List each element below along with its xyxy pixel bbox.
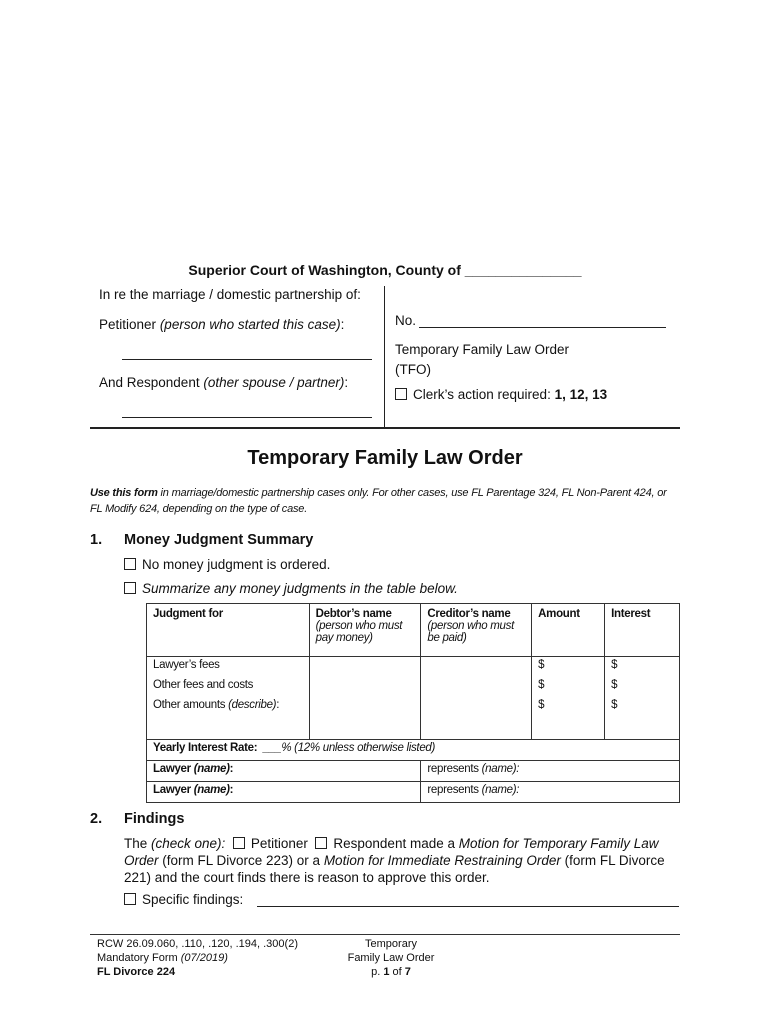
interest-cell[interactable]: $ [605, 697, 680, 717]
table-row [147, 657, 680, 678]
yearly-rate-row [147, 740, 680, 761]
lawyer-name-cell[interactable]: Lawyer (name): [147, 761, 421, 782]
footer-left [97, 937, 298, 979]
findings-t1: The [124, 836, 152, 851]
findings-motion-tfl: Motion for Temporary Family Law Order [124, 836, 659, 868]
petitioner-label: Petitioner (person who started this case): [99, 317, 345, 332]
clerk-action-label: Clerk’s action required: [413, 387, 551, 402]
case-number-field [395, 313, 416, 328]
footer-center-2: Family Law Order [347, 952, 435, 964]
creditor-cell[interactable] [421, 697, 532, 717]
header-debtor-label: Debtor’s name [315, 608, 392, 620]
spacer-cell [147, 717, 310, 740]
yearly-rate-label: Yearly Interest Rate: [153, 742, 258, 754]
findings-petitioner: Petitioner [250, 836, 308, 851]
caption-bottom-rule [90, 427, 680, 429]
amount-cell[interactable]: $ [532, 697, 605, 717]
spacer-cell [309, 717, 421, 740]
findings-respondent: Respondent made a [333, 836, 459, 851]
lawyer-label: Lawyer [153, 784, 191, 796]
findings-check-one: (check one): [151, 836, 226, 851]
section-1-number: 1. [90, 532, 103, 548]
summarize-judgment-label: Summarize any money judgments in the table below. [142, 581, 458, 596]
yearly-rate-cell[interactable] [147, 740, 680, 761]
court-heading: Superior Court of Washington, County of _______________ [188, 262, 582, 278]
clerk-action-items: 1, 12, 13 [554, 387, 608, 402]
order-name-line2: (TFO) [395, 362, 431, 377]
petitioner-checkbox[interactable] [233, 837, 245, 849]
petitioner-hint: (person who started this case) [159, 317, 341, 332]
header-debtor-sub: (person who must pay money) [315, 620, 403, 644]
specific-findings-checkbox[interactable] [124, 893, 136, 905]
debtor-cell[interactable] [309, 697, 421, 717]
spacer-cell [532, 717, 605, 740]
header-creditor-sub: (person who must be paid) [427, 620, 514, 644]
lawyer-name-cell[interactable]: Lawyer (name): [147, 782, 421, 803]
lawyer-hint: (name) [193, 763, 230, 775]
findings-motion-iro: Motion for Immediate Restraining Order [323, 853, 561, 868]
findings-t2: (form FL Divorce 223) or a [158, 853, 324, 868]
lawyer-label: Lawyer [153, 763, 191, 775]
section-1-title: Money Judgment Summary [124, 532, 314, 548]
represents-cell[interactable] [421, 761, 680, 782]
represents-hint: (name): [481, 763, 520, 775]
respondent-hint: (other spouse / partner) [203, 375, 345, 390]
findings-t3: (form FL Divorce 221) and the court finds there is reason to approve this order. [124, 853, 665, 885]
yearly-rate-value: ___% (12% unless otherwise listed) [263, 742, 436, 754]
case-number-label: No. [395, 313, 417, 328]
creditor-cell[interactable] [421, 657, 532, 678]
money-judgment-table [146, 603, 680, 803]
represents-hint: (name): [481, 784, 520, 796]
page-prefix: p. [371, 966, 381, 978]
section-2-number: 2. [90, 811, 103, 827]
footer-mandatory-label: Mandatory Form [97, 952, 178, 964]
table-spacer-row [147, 717, 680, 740]
specific-findings-label: Specific findings: [142, 892, 244, 907]
note-lead: Use this form [90, 487, 158, 499]
specific-findings-option[interactable] [124, 892, 243, 907]
row-label-hint: (describe) [228, 699, 277, 711]
footer-center-1: Temporary [365, 938, 417, 950]
page-of: of [392, 966, 402, 978]
clerk-action-checkbox[interactable] [395, 388, 407, 400]
table-header-row [147, 604, 680, 657]
footer-rcw: RCW 26.09.060, .110, .120, .194, .300(2) [97, 938, 298, 950]
case-number-line[interactable] [419, 327, 666, 328]
interest-cell[interactable]: $ [605, 657, 680, 678]
form-note [90, 485, 670, 517]
petitioner-text: Petitioner [99, 317, 157, 332]
page-number: 1 [383, 966, 390, 978]
header-interest: Interest [605, 604, 680, 657]
footer-mandatory [97, 951, 298, 965]
footer-center [331, 937, 451, 979]
row-label: Other fees and costs [147, 677, 310, 697]
page-total: 7 [404, 966, 411, 978]
respondent-label: And Respondent (other spouse / partner): [99, 375, 349, 390]
findings-paragraph [124, 835, 689, 886]
lawyer-row-1 [147, 761, 680, 782]
table-row [147, 677, 680, 697]
interest-cell[interactable]: $ [605, 677, 680, 697]
table-row [147, 697, 680, 717]
header-creditor [421, 604, 532, 657]
lawyer-hint: (name) [193, 784, 230, 796]
header-debtor [309, 604, 421, 657]
spacer-cell [605, 717, 680, 740]
respondent-text: And Respondent [99, 375, 200, 390]
footer-mandatory-date: (07/2019) [180, 952, 228, 964]
specific-findings-line[interactable] [257, 906, 679, 907]
amount-cell[interactable]: $ [532, 677, 605, 697]
footer-form-id: FL Divorce 224 [97, 966, 176, 978]
represents-cell[interactable] [421, 782, 680, 803]
caption-divider [384, 286, 385, 427]
creditor-cell[interactable] [421, 677, 532, 697]
header-creditor-label: Creditor’s name [427, 608, 511, 620]
footer-page [331, 965, 451, 979]
note-text: in marriage/domestic partnership cases only. For other cases, use FL Parentage 324, FL Non-Parent 424, or FL Modify 624, depending on the type of case. [90, 487, 667, 515]
respondent-checkbox[interactable] [315, 837, 327, 849]
respondent-name-line[interactable] [122, 417, 372, 418]
row-label: Lawyer’s fees [147, 657, 310, 678]
summarize-judgment-checkbox[interactable] [124, 582, 136, 594]
represents-label: represents [427, 763, 479, 775]
section-2-title: Findings [124, 811, 185, 827]
lawyer-row-2 [147, 782, 680, 803]
order-name-line1: Temporary Family Law Order [395, 342, 570, 357]
debtor-cell[interactable] [309, 677, 421, 697]
no-judgment-label: No money judgment is ordered. [142, 557, 331, 572]
debtor-cell[interactable] [309, 657, 421, 678]
footer-rule [90, 934, 680, 935]
row-label-text: Other amounts [153, 699, 226, 711]
amount-cell[interactable]: $ [532, 657, 605, 678]
represents-label: represents [427, 784, 479, 796]
form-title: Temporary Family Law Order [247, 447, 523, 469]
no-judgment-checkbox[interactable] [124, 558, 136, 570]
header-judgment-for: Judgment for [147, 604, 310, 657]
in-re-label: In re the marriage / domestic partnership of: [99, 287, 361, 302]
no-judgment-option[interactable] [124, 557, 330, 572]
header-amount: Amount [532, 604, 605, 657]
spacer-cell [421, 717, 532, 740]
row-label: Other amounts (describe): [147, 697, 310, 717]
petitioner-name-line[interactable] [122, 359, 372, 360]
clerk-action [395, 387, 607, 402]
summarize-judgment-option[interactable] [124, 581, 458, 596]
